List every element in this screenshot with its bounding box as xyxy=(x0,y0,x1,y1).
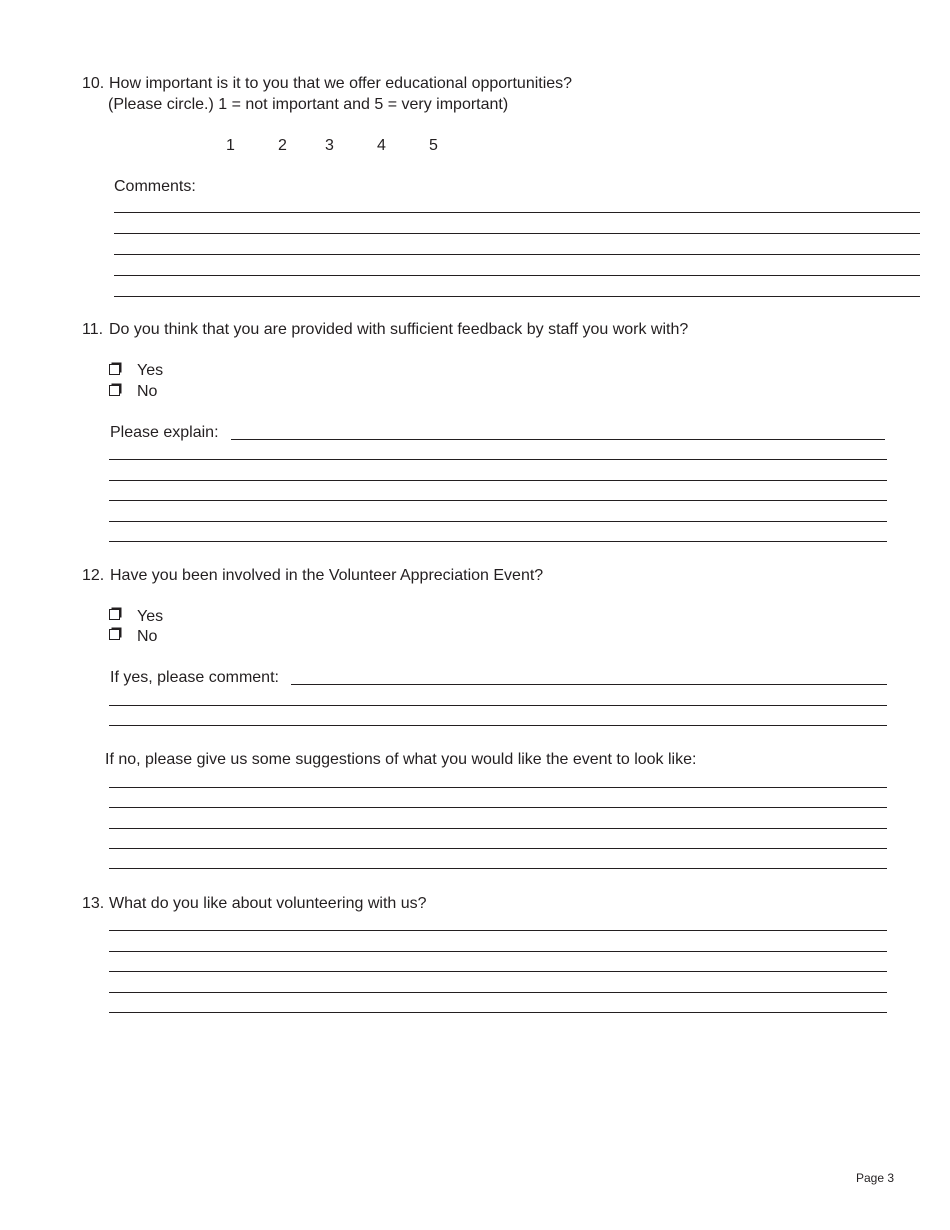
write-line[interactable] xyxy=(109,868,887,869)
write-line[interactable] xyxy=(109,930,887,931)
write-line[interactable] xyxy=(109,992,887,993)
q13-question-text: What do you like about volunteering with us? xyxy=(109,895,427,912)
write-line[interactable] xyxy=(109,971,887,972)
write-line[interactable] xyxy=(231,439,885,440)
write-line[interactable] xyxy=(114,233,920,234)
option-label: No xyxy=(137,628,158,645)
checkbox-icon[interactable] xyxy=(109,629,120,640)
rating-option-2[interactable]: 2 xyxy=(278,137,287,154)
write-line[interactable] xyxy=(109,848,887,849)
write-line[interactable] xyxy=(109,787,887,788)
q10-number: 10. xyxy=(82,75,105,92)
write-line[interactable] xyxy=(109,521,887,522)
write-line[interactable] xyxy=(114,254,920,255)
write-line[interactable] xyxy=(114,296,920,297)
q11-question-text: Do you think that you are provided with sufficient feedback by staff you work with? xyxy=(109,321,689,338)
write-line[interactable] xyxy=(109,705,887,706)
q12-number: 12. xyxy=(82,567,105,584)
write-line[interactable] xyxy=(109,459,887,460)
q12-no-suggestion-label: If no, please give us some suggestions of what you would like the event to look like: xyxy=(105,751,697,768)
q13-number: 13. xyxy=(82,895,105,912)
option-label: Yes xyxy=(137,362,164,379)
q12-question-text: Have you been involved in the Volunteer Appreciation Event? xyxy=(110,567,544,584)
page-number: Page 3 xyxy=(856,1171,895,1185)
write-line[interactable] xyxy=(109,480,887,481)
write-line[interactable] xyxy=(109,807,887,808)
q11-number: 11. xyxy=(82,321,104,338)
rating-option-3[interactable]: 3 xyxy=(325,137,334,154)
checkbox-icon[interactable] xyxy=(109,385,120,396)
write-line[interactable] xyxy=(109,725,887,726)
q11-explain-label: Please explain: xyxy=(110,424,219,441)
write-line[interactable] xyxy=(109,1012,887,1013)
rating-option-1[interactable]: 1 xyxy=(226,137,235,154)
checkbox-icon[interactable] xyxy=(109,609,120,620)
write-line[interactable] xyxy=(114,275,920,276)
rating-option-4[interactable]: 4 xyxy=(377,137,386,154)
write-line[interactable] xyxy=(109,828,887,829)
rating-option-5[interactable]: 5 xyxy=(429,137,438,154)
write-line[interactable] xyxy=(114,212,920,213)
q10-question-text: How important is it to you that we offer educational opportunities? xyxy=(109,75,573,92)
q12-yes-comment-label: If yes, please comment: xyxy=(110,669,279,686)
option-label: Yes xyxy=(137,608,164,625)
write-line[interactable] xyxy=(109,951,887,952)
write-line[interactable] xyxy=(109,500,887,501)
write-line[interactable] xyxy=(291,684,887,685)
write-line[interactable] xyxy=(109,541,887,542)
option-label: No xyxy=(137,383,158,400)
q10-comments-label: Comments: xyxy=(114,178,196,195)
q10-instruction: (Please circle.) 1 = not important and 5 = very important) xyxy=(108,96,509,113)
checkbox-icon[interactable] xyxy=(109,364,120,375)
